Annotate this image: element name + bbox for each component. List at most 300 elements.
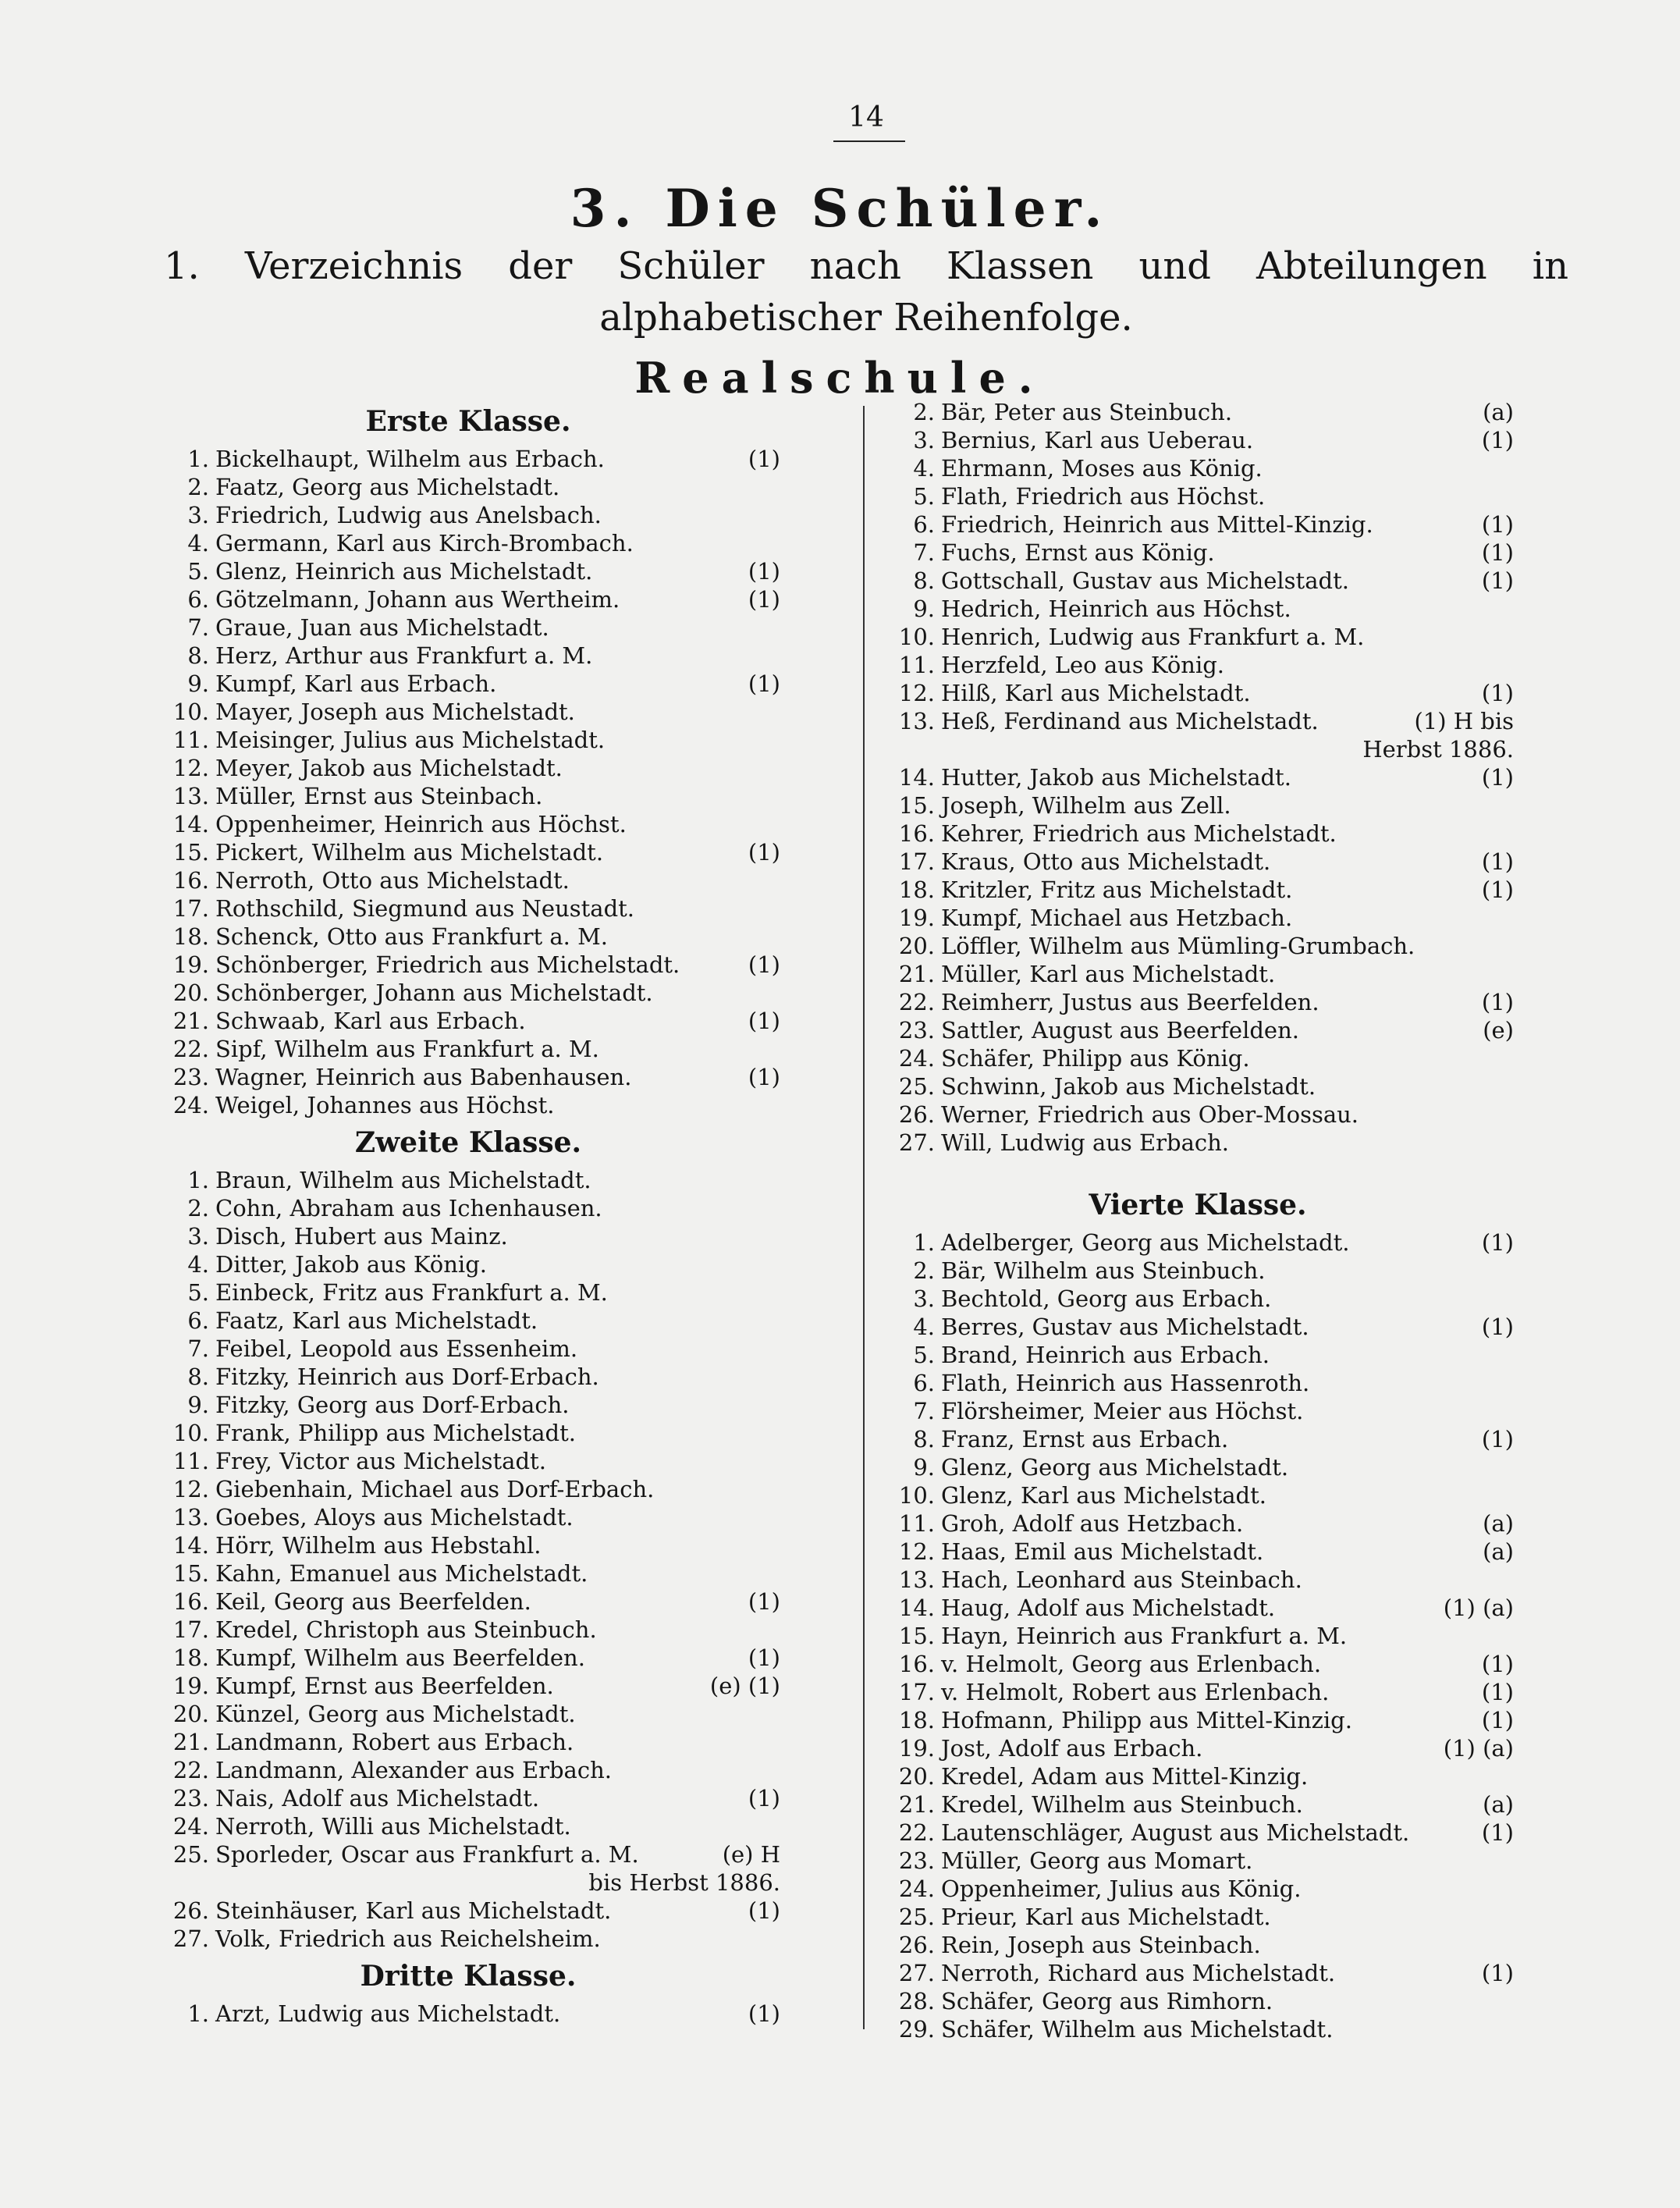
entry-number: 17. [172, 895, 209, 922]
student-name: Graue, Juan aus Michelstadt. [215, 614, 549, 641]
entry-number: 6. [187, 586, 209, 613]
entry-number: 20. [172, 980, 209, 1006]
student-entry [882, 567, 1514, 595]
entry-number: 2. [913, 1257, 935, 1284]
student-name: Glenz, Karl aus Michelstadt. [941, 1482, 1266, 1509]
entry-annotation: (e) (1) [709, 1673, 780, 1699]
student-name: Henrich, Ludwig aus Frankfurt a. M. [941, 624, 1365, 650]
student-entry [882, 1341, 1514, 1369]
entry-number: 3. [913, 427, 935, 453]
student-name: Müller, Ernst aus Steinbach. [215, 783, 543, 809]
student-entry [156, 2000, 780, 2028]
student-name: Bernius, Karl aus Ueberau. [941, 427, 1254, 453]
entry-annotation: (1) [748, 951, 780, 978]
entry-annotation: (e) H [722, 1841, 780, 1868]
class-heading-vierte: Vierte Klasse. [1089, 1189, 1307, 1221]
student-entry [156, 1007, 780, 1035]
student-name: Müller, Karl aus Michelstadt. [941, 961, 1276, 987]
entry-number: 19. [898, 1735, 935, 1762]
entry-number: 14. [172, 1532, 209, 1559]
student-name: Kumpf, Karl aus Erbach. [215, 670, 497, 697]
student-entry [882, 426, 1514, 454]
entry-number: 8. [187, 1364, 209, 1390]
entry-number: 17. [898, 1679, 935, 1705]
student-name: Landmann, Alexander aus Erbach. [215, 1757, 612, 1783]
student-entry [882, 820, 1514, 848]
entry-number: 9. [187, 1392, 209, 1418]
student-name: Faatz, Georg aus Michelstadt. [215, 474, 560, 500]
class-list-zweite [156, 1166, 780, 1953]
student-entry [882, 876, 1514, 904]
student-entry [882, 1425, 1514, 1453]
student-entry [156, 1784, 780, 1812]
student-entry [156, 1250, 780, 1278]
student-name: Braun, Wilhelm aus Michelstadt. [215, 1167, 591, 1193]
student-entry [882, 1481, 1514, 1509]
entry-annotation: (1) [1481, 427, 1514, 453]
student-name: Kumpf, Ernst aus Beerfelden. [215, 1673, 554, 1699]
student-entry [882, 1509, 1514, 1538]
entry-number: 2. [187, 1195, 209, 1221]
column-divider [863, 406, 865, 2029]
student-entry [156, 1278, 780, 1307]
student-name: Hofmann, Philipp aus Mittel-Kinzig. [941, 1707, 1352, 1733]
student-entry [156, 726, 780, 754]
student-entry [882, 398, 1514, 426]
entry-number: 9. [913, 596, 935, 622]
student-name: Schäfer, Wilhelm aus Michelstadt. [941, 2016, 1334, 2043]
entry-number: 5. [187, 1279, 209, 1306]
student-entry [882, 510, 1514, 539]
student-name: Götzelmann, Johann aus Wertheim. [215, 586, 620, 613]
student-entry [156, 1035, 780, 1063]
student-entry [882, 1044, 1514, 1072]
entry-number: 23. [898, 1847, 935, 1874]
student-entry [156, 1925, 780, 1953]
student-entry [156, 698, 780, 726]
student-entry [156, 501, 780, 529]
entry-number: 2. [187, 474, 209, 500]
student-name: Kritzler, Fritz aus Michelstadt. [941, 876, 1293, 903]
student-name: Nerroth, Willi aus Michelstadt. [215, 1813, 571, 1840]
student-name: Sporleder, Oscar aus Frankfurt a. M. [215, 1841, 639, 1868]
student-name: Goebes, Aloys aus Michelstadt. [215, 1504, 574, 1531]
student-name: Werner, Friedrich aus Ober-Mossau. [941, 1101, 1359, 1128]
student-entry [882, 1678, 1514, 1706]
student-entry [882, 1790, 1514, 1819]
entry-number: 16. [898, 1651, 935, 1677]
student-entry [156, 866, 780, 894]
student-name: Bickelhaupt, Wilhelm aus Erbach. [215, 446, 605, 472]
entry-annotation: (1) [1481, 511, 1514, 538]
student-entry [882, 763, 1514, 791]
left-column [156, 398, 780, 2028]
entry-number: 27. [898, 1129, 935, 1156]
student-name: Hayn, Heinrich aus Frankfurt a. M. [941, 1623, 1348, 1649]
student-name: Schwinn, Jakob aus Michelstadt. [941, 1073, 1316, 1100]
student-name: Disch, Hubert aus Mainz. [215, 1223, 508, 1250]
entry-number: 8. [913, 1426, 935, 1452]
student-entry [882, 1313, 1514, 1341]
student-name: Schäfer, Philipp aus König. [941, 1045, 1250, 1072]
entry-number: 26. [898, 1101, 935, 1128]
student-entry [882, 848, 1514, 876]
student-entry [156, 1756, 780, 1784]
entry-number: 3. [913, 1285, 935, 1312]
entry-number: 27. [898, 1960, 935, 1986]
student-name: Arzt, Ludwig aus Michelstadt. [215, 2000, 561, 2027]
student-name: Sattler, August aus Beerfelden. [941, 1017, 1299, 1044]
class-list-erste [156, 445, 780, 1119]
student-entry [156, 445, 780, 473]
entry-number: 4. [913, 455, 935, 482]
student-name: Hedrich, Heinrich aus Höchst. [941, 596, 1291, 622]
student-name: Nais, Adolf aus Michelstadt. [215, 1785, 540, 1812]
entry-annotation: (1) [1481, 1651, 1514, 1677]
entry-number: 24. [898, 1876, 935, 1902]
entry-annotation: (1) [748, 1785, 780, 1812]
entry-number: 1. [913, 1229, 935, 1256]
section-subtitle: 1. Verzeichnis der Schüler nach Klassen und Abteilungen in alphabetischer Reihenfolge. [164, 244, 1568, 340]
student-name: Flörsheimer, Meier aus Höchst. [941, 1398, 1304, 1424]
student-entry [156, 1091, 780, 1119]
entry-number: 22. [898, 989, 935, 1015]
entry-number: 8. [187, 642, 209, 669]
student-name: Berres, Gustav aus Michelstadt. [941, 1314, 1309, 1340]
student-entry [156, 473, 780, 501]
student-entry [882, 1129, 1514, 1157]
entry-number: 13. [172, 783, 209, 809]
entry-number: 10. [898, 624, 935, 650]
student-entry [882, 1622, 1514, 1650]
entry-number: 26. [898, 1932, 935, 1958]
entry-number: 6. [913, 1370, 935, 1396]
student-entry [156, 951, 780, 979]
entry-number: 15. [172, 839, 209, 866]
entry-number: 14. [172, 811, 209, 837]
entry-number: 1. [187, 446, 209, 472]
student-name: Herz, Arthur aus Frankfurt a. M. [215, 642, 593, 669]
student-entry [156, 1419, 780, 1447]
page-number-rule [833, 140, 905, 142]
entry-annotation: (1) [748, 2000, 780, 2027]
student-entry [156, 1700, 780, 1728]
student-entry [882, 539, 1514, 567]
student-name: Kredel, Adam aus Mittel-Kinzig. [941, 1763, 1309, 1790]
student-name: Steinhäuser, Karl aus Michelstadt. [215, 1897, 612, 1924]
student-entry [882, 1016, 1514, 1044]
student-name: Haug, Adolf aus Michelstadt. [941, 1595, 1276, 1621]
student-name: Faatz, Karl aus Michelstadt. [215, 1307, 538, 1334]
student-entry [156, 894, 780, 923]
student-name: Bär, Peter aus Steinbuch. [941, 399, 1233, 425]
entry-number: 15. [172, 1560, 209, 1587]
entry-number: 5. [913, 1342, 935, 1368]
entry-number: 19. [898, 905, 935, 931]
entry-annotation: (1) [748, 670, 780, 697]
entry-annotation: (1) [748, 558, 780, 585]
entry-number: 8. [913, 567, 935, 594]
entry-number: 13. [898, 708, 935, 734]
student-name: Fitzky, Heinrich aus Dorf-Erbach. [215, 1364, 599, 1390]
entry-annotation: (1) [748, 1644, 780, 1671]
entry-number: 14. [898, 764, 935, 791]
entry-number: 18. [172, 923, 209, 950]
student-name: Fitzky, Georg aus Dorf-Erbach. [215, 1392, 570, 1418]
student-entry [882, 1987, 1514, 2015]
student-name: Meisinger, Julius aus Michelstadt. [215, 727, 606, 753]
entry-number: 13. [172, 1504, 209, 1531]
entry-number: 9. [187, 670, 209, 697]
student-name: Kumpf, Wilhelm aus Beerfelden. [215, 1644, 585, 1671]
entry-annotation: (1) [1481, 848, 1514, 875]
entry-number: 21. [898, 1791, 935, 1818]
student-entry [882, 651, 1514, 679]
entry-number: 21. [898, 961, 935, 987]
entry-continuation: bis Herbst 1886. [588, 1869, 780, 1896]
student-name: Flath, Friedrich aus Höchst. [941, 483, 1266, 510]
entry-annotation: (1) [1481, 1314, 1514, 1340]
student-entry [156, 1063, 780, 1091]
entry-number: 24. [172, 1092, 209, 1118]
entry-number: 28. [898, 1988, 935, 2014]
student-entry [882, 1453, 1514, 1481]
entry-number: 18. [898, 1707, 935, 1733]
entry-number: 13. [898, 1566, 935, 1593]
student-entry [156, 1840, 780, 1868]
entry-annotation: (1) (a) [1443, 1595, 1514, 1621]
entry-annotation: (1) [1481, 539, 1514, 566]
student-entry [156, 557, 780, 585]
entry-number: 3. [187, 1223, 209, 1250]
entry-number: 15. [898, 1623, 935, 1649]
entry-annotation: (1) [748, 446, 780, 472]
entry-number: 17. [898, 848, 935, 875]
entry-annotation: (1) [1481, 1819, 1514, 1846]
student-entry [156, 585, 780, 613]
student-name: Heß, Ferdinand aus Michelstadt. [941, 708, 1319, 734]
student-entry [882, 791, 1514, 820]
student-entry [882, 707, 1514, 735]
student-entry [882, 1762, 1514, 1790]
student-entry [882, 1847, 1514, 1875]
class-heading-dritte: Dritte Klasse. [360, 1960, 577, 1993]
student-entry [156, 754, 780, 782]
student-name: Ditter, Jakob aus König. [215, 1251, 487, 1278]
student-entry [882, 1959, 1514, 1987]
entry-annotation: (1) (a) [1443, 1735, 1514, 1762]
class-list-dritte-part2 [882, 398, 1514, 1157]
student-name: Volk, Friedrich aus Reichelsheim. [215, 1925, 601, 1952]
student-entry [156, 810, 780, 838]
student-name: Kehrer, Friedrich aus Michelstadt. [941, 820, 1337, 847]
student-entry [156, 1897, 780, 1925]
entry-number: 19. [172, 1673, 209, 1699]
student-name: Nerroth, Richard aus Michelstadt. [941, 1960, 1336, 1986]
student-entry [882, 1931, 1514, 1959]
student-name: Löffler, Wilhelm aus Mümling-Grumbach. [941, 933, 1415, 959]
student-name: Glenz, Georg aus Michelstadt. [941, 1454, 1289, 1481]
entry-annotation: (1) [1481, 876, 1514, 903]
entry-annotation: (a) [1483, 1791, 1514, 1818]
student-entry [882, 960, 1514, 988]
student-name: Frank, Philipp aus Michelstadt. [215, 1420, 576, 1446]
student-name: Kredel, Wilhelm aus Steinbuch. [941, 1791, 1303, 1818]
student-name: Giebenhain, Michael aus Dorf-Erbach. [215, 1476, 655, 1502]
entry-number: 10. [172, 1420, 209, 1446]
student-entry [156, 670, 780, 698]
student-name: Schenck, Otto aus Frankfurt a. M. [215, 923, 609, 950]
student-entry [882, 1650, 1514, 1678]
student-entry [882, 1397, 1514, 1425]
entry-number: 2. [913, 399, 935, 425]
student-name: Keil, Georg aus Beerfelden. [215, 1588, 531, 1615]
student-name: Frey, Victor aus Michelstadt. [215, 1448, 546, 1474]
entry-number: 22. [172, 1757, 209, 1783]
entry-number: 29. [898, 2016, 935, 2043]
student-entry [882, 988, 1514, 1016]
entry-number: 5. [913, 483, 935, 510]
student-name: Schäfer, Georg aus Rimhorn. [941, 1988, 1273, 2014]
student-entry [156, 1644, 780, 1672]
entry-number: 15. [898, 792, 935, 819]
student-name: Joseph, Wilhelm aus Zell. [941, 792, 1231, 819]
student-entry [882, 1594, 1514, 1622]
entry-number: 6. [187, 1307, 209, 1334]
class-heading-erste: Erste Klasse. [365, 405, 571, 438]
student-entry [882, 1875, 1514, 1903]
entry-number: 12. [898, 1538, 935, 1565]
entry-number: 6. [913, 511, 935, 538]
entry-number: 1. [187, 2000, 209, 2027]
student-name: v. Helmolt, Robert aus Erlenbach. [941, 1679, 1330, 1705]
entry-number: 25. [898, 1073, 935, 1100]
student-name: v. Helmolt, Georg aus Erlenbach. [941, 1651, 1322, 1677]
student-entry [882, 1285, 1514, 1313]
student-entry [882, 932, 1514, 960]
student-entry [882, 1228, 1514, 1257]
student-entry [882, 1100, 1514, 1129]
student-entry [156, 838, 780, 866]
student-entry [882, 1819, 1514, 1847]
entry-number: 23. [172, 1785, 209, 1812]
entry-number: 18. [898, 876, 935, 903]
student-name: Meyer, Jakob aus Michelstadt. [215, 755, 563, 781]
entry-number: 12. [172, 1476, 209, 1502]
entry-number: 10. [898, 1482, 935, 1509]
student-name: Einbeck, Fritz aus Frankfurt a. M. [215, 1279, 608, 1306]
student-entry [156, 1166, 780, 1194]
student-entry [156, 1194, 780, 1222]
student-entry [156, 1728, 780, 1756]
student-entry [882, 1369, 1514, 1397]
student-name: Friedrich, Ludwig aus Anelsbach. [215, 502, 602, 528]
entry-annotation: (1) [748, 1588, 780, 1615]
student-name: Nerroth, Otto aus Michelstadt. [215, 867, 570, 894]
entry-annotation: (1) [1481, 1960, 1514, 1986]
entry-annotation: (1) [748, 1064, 780, 1090]
student-name: Bechtold, Georg aus Erbach. [941, 1285, 1272, 1312]
entry-annotation: (1) [1481, 989, 1514, 1015]
student-name: Flath, Heinrich aus Hassenroth. [941, 1370, 1310, 1396]
student-name: Wagner, Heinrich aus Babenhausen. [215, 1064, 632, 1090]
entry-number: 16. [898, 820, 935, 847]
student-entry [156, 1391, 780, 1419]
entry-annotation: (1) [748, 1008, 780, 1034]
student-name: Germann, Karl aus Kirch-Brombach. [215, 530, 634, 556]
entry-annotation: (e) [1483, 1017, 1514, 1044]
student-entry [156, 923, 780, 951]
student-entry [156, 529, 780, 557]
entry-number: 27. [172, 1925, 209, 1952]
student-name: Müller, Georg aus Momart. [941, 1847, 1253, 1874]
entry-number: 16. [172, 867, 209, 894]
student-name: Feibel, Leopold aus Essenheim. [215, 1335, 578, 1362]
class-heading-zweite: Zweite Klasse. [354, 1126, 582, 1159]
entry-number: 3. [187, 502, 209, 528]
entry-number: 18. [172, 1644, 209, 1671]
student-entry [156, 1222, 780, 1250]
entry-number: 9. [913, 1454, 935, 1481]
student-entry [156, 1503, 780, 1531]
student-name: Glenz, Heinrich aus Michelstadt. [215, 558, 593, 585]
entry-number: 7. [913, 539, 935, 566]
right-column [882, 398, 1514, 2043]
entry-number: 17. [172, 1616, 209, 1643]
student-entry [882, 1706, 1514, 1734]
student-name: Kraus, Otto aus Michelstadt. [941, 848, 1271, 875]
entry-number: 7. [187, 1335, 209, 1362]
entry-number: 11. [172, 727, 209, 753]
entry-annotation: (1) [1481, 567, 1514, 594]
student-name: Schönberger, Friedrich aus Michelstadt. [215, 951, 680, 978]
entry-number: 21. [172, 1729, 209, 1755]
student-name: Adelberger, Georg aus Michelstadt. [941, 1229, 1350, 1256]
entry-number: 4. [913, 1314, 935, 1340]
student-name: Franz, Ernst aus Erbach. [941, 1426, 1229, 1452]
entry-annotation: (a) [1483, 1510, 1514, 1537]
student-name: Gottschall, Gustav aus Michelstadt. [941, 567, 1349, 594]
student-name: Schönberger, Johann aus Michelstadt. [215, 980, 653, 1006]
entry-number: 23. [898, 1017, 935, 1044]
student-name: Jost, Adolf aus Erbach. [941, 1735, 1203, 1762]
student-entry [882, 482, 1514, 510]
student-entry [156, 1307, 780, 1335]
entry-number: 19. [172, 951, 209, 978]
entry-annotation: (1) [748, 839, 780, 866]
entry-number: 16. [172, 1588, 209, 1615]
entry-number: 5. [187, 558, 209, 585]
student-name: Rothschild, Siegmund aus Neustadt. [215, 895, 635, 922]
student-entry [882, 1566, 1514, 1594]
student-entry [882, 454, 1514, 482]
student-name: Hach, Leonhard aus Steinbach. [941, 1566, 1302, 1593]
entry-annotation: (1) H bis [1414, 708, 1514, 734]
student-entry [882, 904, 1514, 932]
student-name: Prieur, Karl aus Michelstadt. [941, 1904, 1271, 1930]
student-entry [156, 1335, 780, 1363]
student-entry [156, 1559, 780, 1588]
page-number: 14 [848, 101, 884, 133]
entry-number: 7. [913, 1398, 935, 1424]
school-type-heading: Realschule. [634, 353, 1046, 403]
student-name: Schwaab, Karl aus Erbach. [215, 1008, 526, 1034]
entry-number: 24. [172, 1813, 209, 1840]
student-name: Oppenheimer, Heinrich aus Höchst. [215, 811, 627, 837]
class-list-dritte-part1 [156, 2000, 780, 2028]
student-entry [156, 1616, 780, 1644]
student-name: Groh, Adolf aus Hetzbach. [941, 1510, 1244, 1537]
